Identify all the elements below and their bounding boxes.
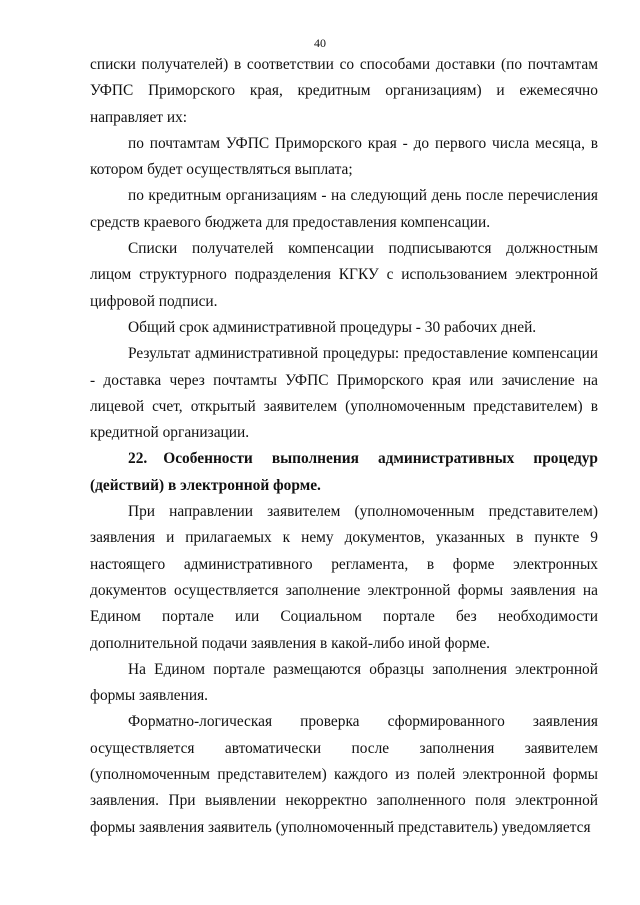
paragraph: Списки получателей компенсации подписываются должностным лицом структурного подразделения КГКУ с использованием электронной цифровой подписи. [90, 240, 598, 310]
paragraph: списки получателей) в соответствии со способами доставки (по почтамтам УФПС Приморского края, кредитным организациям) и ежемесячно направляет их: [90, 56, 598, 126]
document-body [90, 52, 598, 841]
section-heading [90, 446, 598, 499]
paragraph: При направлении заявителем (уполномоченным представителем) заявления и прилагаемых к нему документов, указанных в пункте 9 настоящего административного регламента, в форме электронных документов осуществляется заполнение электронной формы заявления на Едином портале или Социальном портале без необходимости дополнительной подачи заявления в какой-либо иной форме. [90, 503, 598, 652]
paragraph: по почтамтам УФПС Приморского края - до первого числа месяца, в котором будет осуществляться выплата; [90, 134, 598, 179]
paragraph: Результат административной процедуры: предоставление компенсации - доставка через почтамты УФПС Приморского края или зачисление на лицевой счет, открытый заявителем (уполномоченным представителем) в кредитной организации. [90, 345, 598, 442]
paragraph: по кредитным организациям - на следующий день после перечисления средств краевого бюджета для предоставления компенсации. [90, 187, 598, 231]
section-number: 22. [128, 450, 148, 468]
paragraph: Форматно-логическая проверка сформированного заявления осуществляется автоматически после заполнения заявителем (уполномоченным представителем) каждого из полей электронной формы заявления. При выявлении некорректно заполненного поля электронной формы заявления заявитель (уполномоченный представитель) уведомляется [90, 713, 598, 836]
paragraph: Общий срок административной процедуры - 30 рабочих дней. [128, 318, 537, 336]
section-title: Особенности выполнения административных процедур (действий) в электронной форме. [90, 450, 598, 494]
page-number: 40 [314, 36, 326, 50]
paragraph: На Едином портале размещаются образцы заполнения электронной формы заявления. [90, 660, 598, 705]
